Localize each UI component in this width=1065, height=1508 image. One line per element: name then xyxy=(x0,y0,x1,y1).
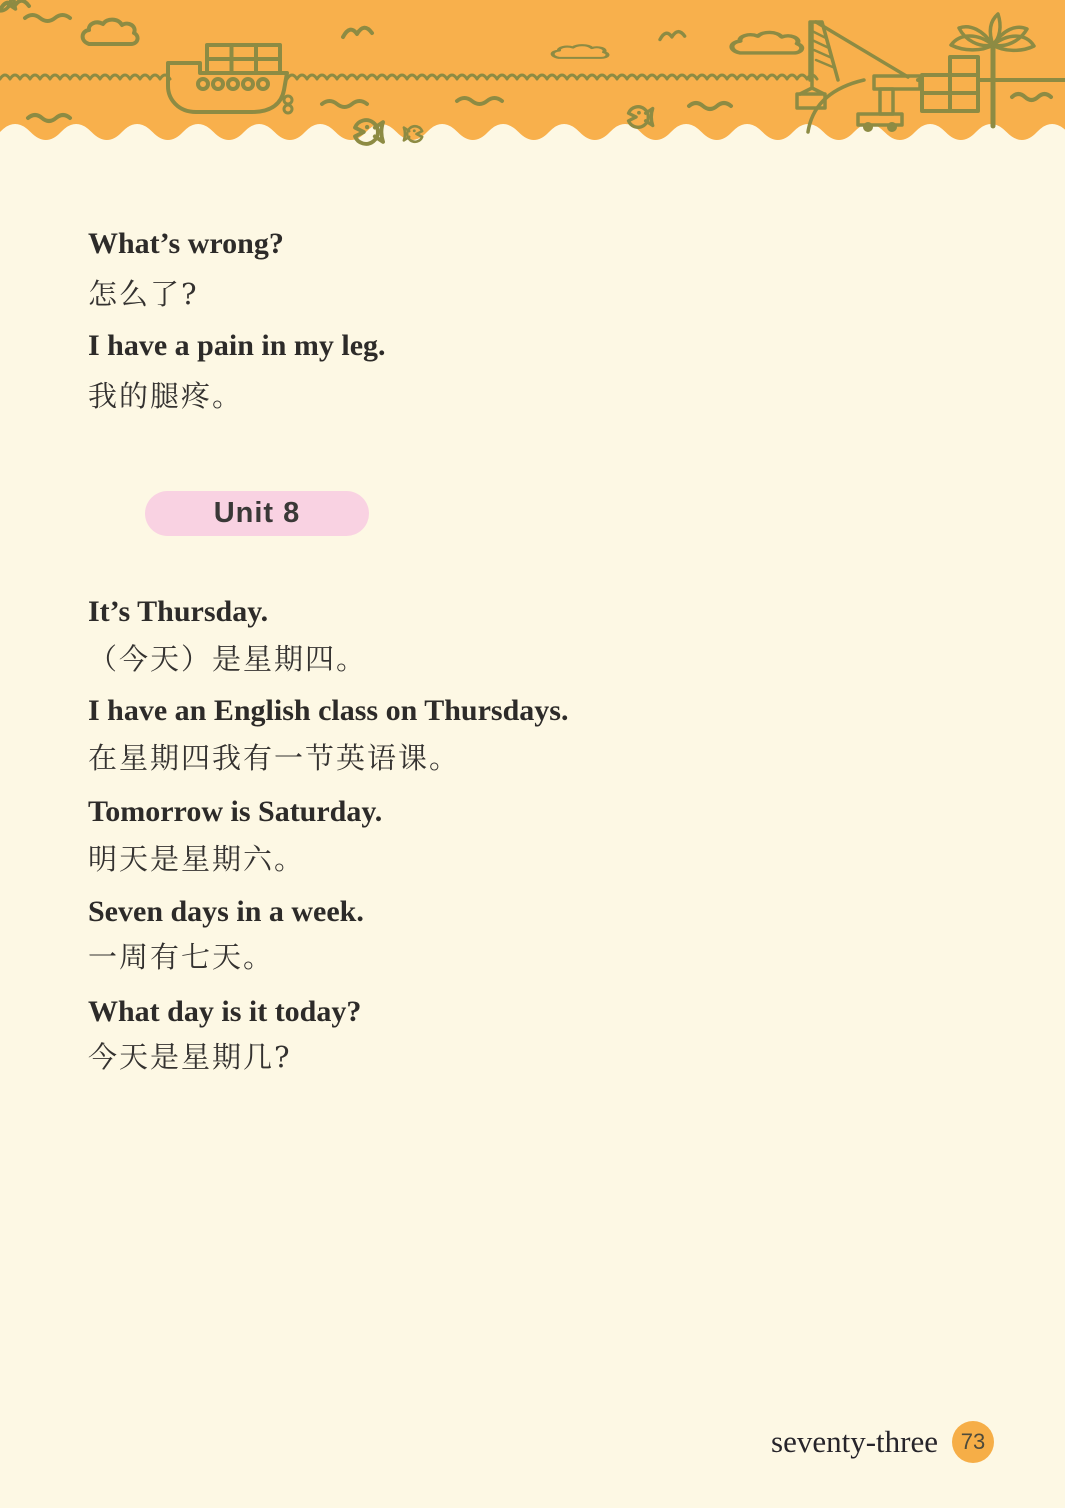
phrase-zh: 明天是星期六。 xyxy=(88,842,306,876)
harbor-scene xyxy=(0,0,1065,160)
phrase-en: I have a pain in my leg. xyxy=(88,329,386,362)
phrase-zh: 在星期四我有一节英语课。 xyxy=(88,741,461,775)
phrase-en: What day is it today? xyxy=(88,995,362,1028)
phrase-en: It’s Thursday. xyxy=(88,595,269,628)
phrase-zh: 一周有七天。 xyxy=(88,940,275,974)
phrase-en: Seven days in a week. xyxy=(88,895,364,928)
unit-badge-label: Unit 8 xyxy=(213,497,301,529)
phrase-en: What’s wrong? xyxy=(88,227,284,260)
phrase-zh: 我的腿疼。 xyxy=(88,379,244,413)
phrase-zh: （今天）是星期四。 xyxy=(88,642,368,676)
page-number-word: seventy-three xyxy=(771,1424,938,1459)
header-illustration xyxy=(0,0,1065,160)
page-number-badge xyxy=(952,1421,994,1463)
phrase-en: I have an English class on Thursdays. xyxy=(88,694,569,727)
phrase-en: Tomorrow is Saturday. xyxy=(88,795,383,828)
page-number: 73 xyxy=(960,1429,986,1454)
phrase-zh: 怎么了? xyxy=(88,277,199,311)
unit-badge xyxy=(145,491,369,536)
phrase-zh: 今天是星期几? xyxy=(88,1040,292,1074)
header-background xyxy=(0,0,1065,140)
